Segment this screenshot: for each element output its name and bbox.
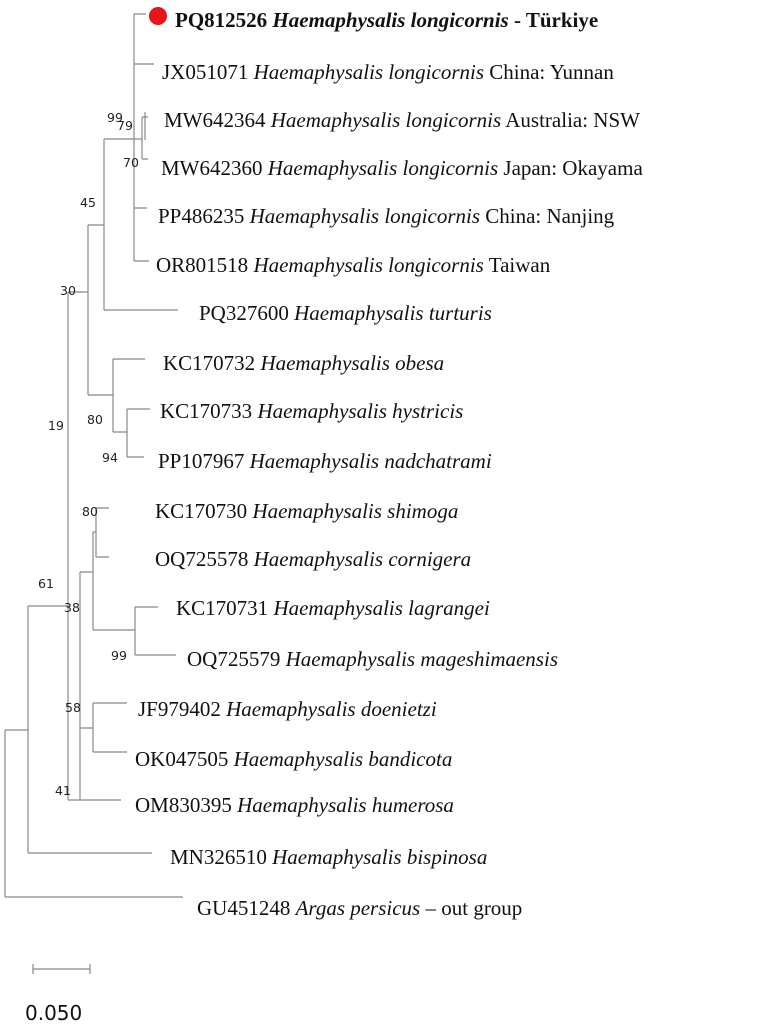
branch (80, 572, 121, 800)
tip-label (187, 647, 558, 671)
tip-label (176, 596, 490, 620)
tip-species: Haemaphysalis shimoga (252, 499, 459, 523)
tip-accession: MN326510 (170, 845, 273, 869)
branch (68, 292, 88, 800)
tip-label (135, 747, 452, 771)
bootstrap-value: 80 (82, 504, 98, 519)
tip-accession: OQ725579 (187, 647, 286, 671)
tip-label (158, 449, 492, 473)
highlight-marker-icon (149, 7, 167, 25)
tip-species: Haemaphysalis nadchatrami (249, 449, 492, 473)
tip-accession: MW642360 (161, 156, 268, 180)
tip-label (163, 351, 444, 375)
tip-label (138, 697, 437, 721)
tip-species: Haemaphysalis obesa (260, 351, 445, 375)
bootstrap-value: 99 (107, 110, 123, 125)
branch (80, 703, 127, 752)
tip-accession: OM830395 (135, 793, 238, 817)
tip-species: Haemaphysalis longicornis (249, 204, 481, 228)
tip-locality: - Türkiye (508, 8, 599, 32)
tip-locality: China: Nanjing (480, 204, 615, 228)
tip-accession: OQ725578 (155, 547, 254, 571)
tip-locality: Australia: NSW (501, 108, 640, 132)
bootstrap-value: 30 (60, 283, 76, 298)
bootstrap-value: 99 (111, 648, 127, 663)
bootstrap-value: 38 (64, 600, 80, 615)
tip-locality: China: Yunnan (484, 60, 614, 84)
tip-species: Haemaphysalis doenietzi (226, 697, 437, 721)
tip-species: Haemaphysalis bispinosa (272, 845, 488, 869)
tip-species: Haemaphysalis longicornis (253, 60, 484, 84)
tip-species: Haemaphysalis bandicota (233, 747, 453, 771)
tip-label (197, 896, 522, 920)
tip-species: Haemaphysalis humerosa (237, 793, 454, 817)
bootstrap-value: 58 (65, 700, 81, 715)
scale-bar (25, 964, 90, 1024)
bootstrap-value: 70 (123, 155, 139, 170)
tip-label (155, 499, 458, 523)
tip-species: Haemaphysalis longicornis (253, 253, 484, 277)
bootstrap-value: 61 (38, 576, 54, 591)
tip-label (156, 253, 551, 277)
tip-accession: KC170730 (155, 499, 253, 523)
tip-species: Haemaphysalis hystricis (257, 399, 464, 423)
branch (113, 359, 145, 432)
branch (28, 606, 152, 853)
tip-species: Argas persicus (295, 896, 421, 920)
bootstrap-value: 19 (48, 418, 64, 433)
tip-label (175, 8, 598, 32)
tip-accession: PP107967 (158, 449, 250, 473)
tip-locality: Taiwan (483, 253, 551, 277)
branch (142, 112, 148, 159)
tip-label (162, 60, 614, 84)
tip-accession: GU451248 (197, 896, 296, 920)
tip-accession: JF979402 (138, 697, 227, 721)
branch (96, 508, 109, 557)
tip-label (158, 204, 615, 228)
tip-accession: PQ327600 (199, 301, 295, 325)
bootstrap-value: 45 (80, 195, 96, 210)
scale-bar-label: 0.050 (25, 1001, 83, 1024)
tip-species: Haemaphysalis cornigera (253, 547, 472, 571)
tip-accession: KC170732 (163, 351, 261, 375)
branch (134, 14, 154, 261)
branch (93, 532, 135, 630)
tip-label (135, 793, 454, 817)
scale-bar-line (33, 964, 90, 974)
tip-accession: MW642364 (164, 108, 271, 132)
tip-accession: KC170731 (176, 596, 274, 620)
branch (135, 607, 176, 655)
tip-accession: KC170733 (160, 399, 258, 423)
tip-locality: Japan: Okayama (498, 156, 643, 180)
tip-labels (135, 8, 643, 920)
tip-label (161, 156, 643, 180)
tip-label (155, 547, 471, 571)
tip-locality: – out group (420, 896, 523, 920)
tip-species: Haemaphysalis mageshimaensis (285, 647, 558, 671)
tip-accession: PQ812526 (175, 8, 273, 32)
bootstrap-value: 80 (87, 412, 103, 427)
tip-species: Haemaphysalis longicornis (267, 156, 499, 180)
bootstrap-value: 94 (102, 450, 118, 465)
tip-accession: OK047505 (135, 747, 234, 771)
bootstrap-values (38, 110, 139, 798)
tip-accession: OR801518 (156, 253, 254, 277)
tip-accession: PP486235 (158, 204, 250, 228)
bootstrap-value: 41 (55, 783, 71, 798)
tip-label (199, 301, 492, 325)
branch (127, 409, 150, 457)
tip-species: Haemaphysalis longicornis (272, 8, 509, 32)
tip-label (170, 845, 487, 869)
tip-species: Haemaphysalis longicornis (270, 108, 502, 132)
tip-species: Haemaphysalis lagrangei (273, 596, 490, 620)
tip-label (164, 108, 640, 132)
tip-accession: JX051071 (162, 60, 254, 84)
bootstrap-value: 79 (117, 118, 133, 133)
tip-label (160, 399, 463, 423)
tip-species: Haemaphysalis turturis (294, 301, 492, 325)
